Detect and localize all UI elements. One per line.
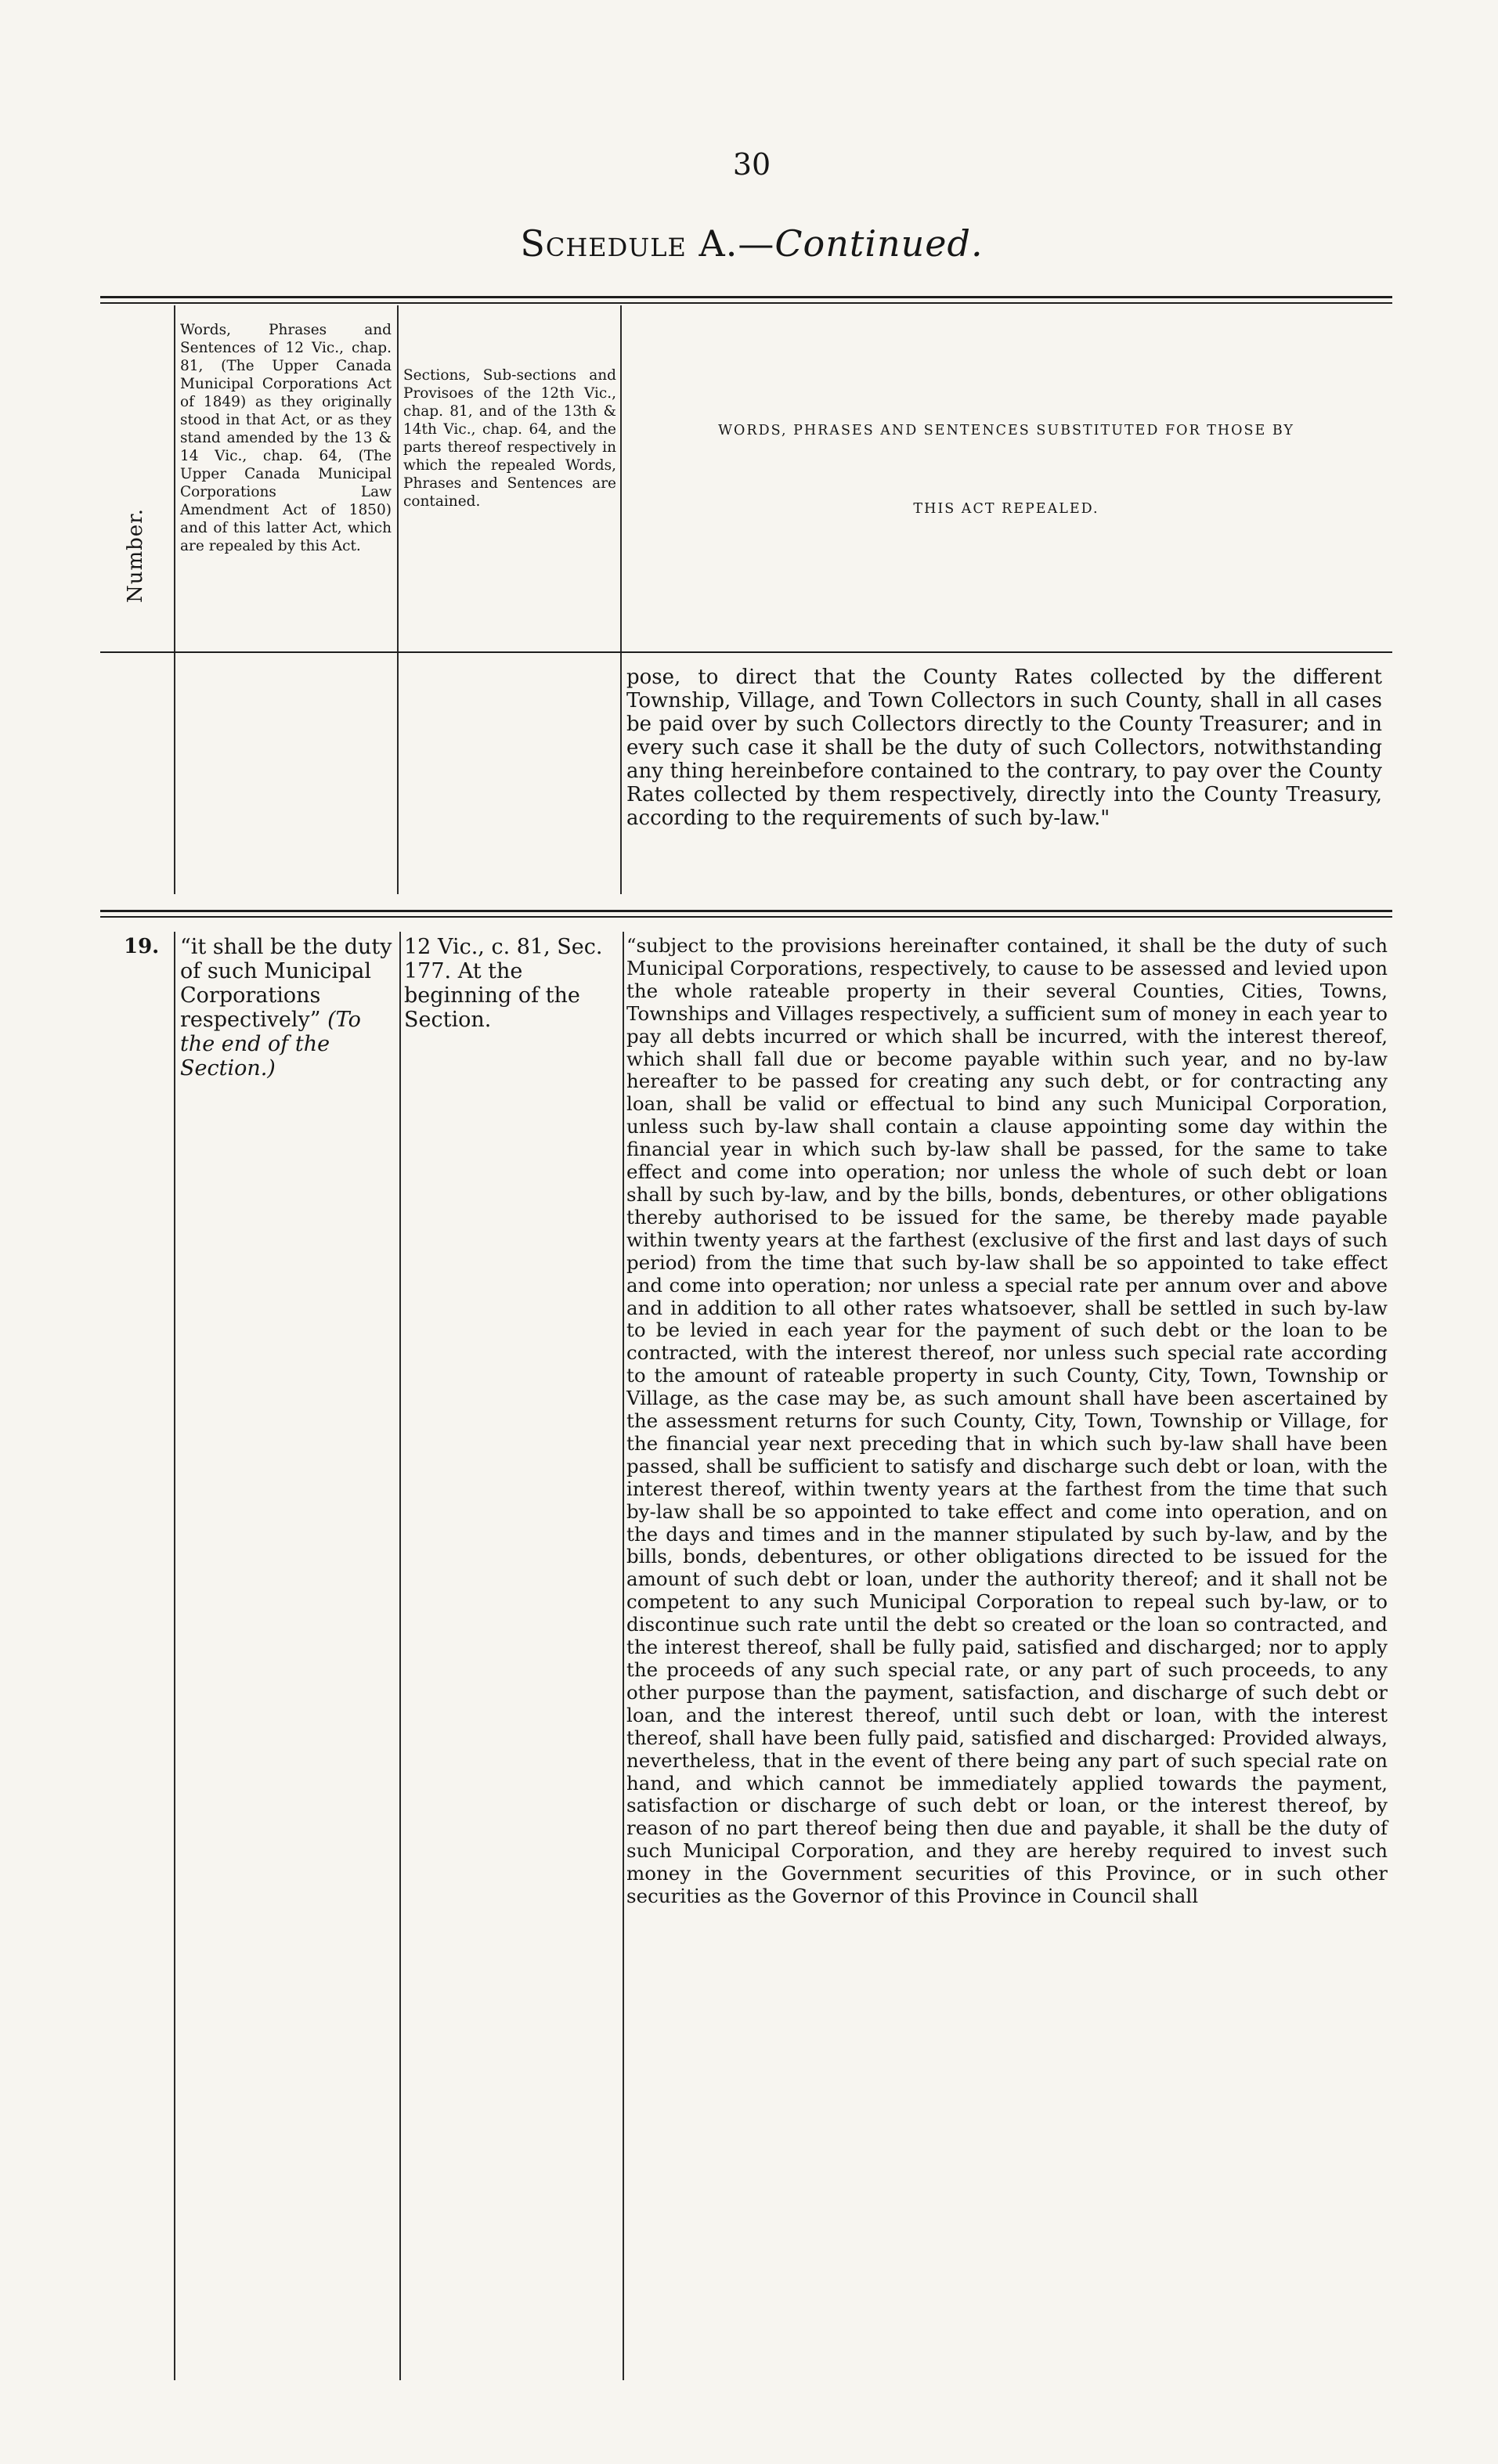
row19-repealed-note: (To the end of the Section.) xyxy=(180,1008,361,1080)
row19-section-ref: 12 Vic., c. 81, Sec. 177. At the beginning of the Section. xyxy=(404,935,603,1032)
row-separator-thin xyxy=(100,916,1392,918)
top-rule-thick xyxy=(100,296,1392,298)
schedule-title-letter: A.— xyxy=(686,222,775,265)
schedule-title-prefix: Schedule xyxy=(520,222,687,265)
header-sections: Sections, Sub-sections and Provisoes of the 12th Vic., chap. 81, and of the 13th & 14th Vic., chap. 64, and the parts thereof respectively in which the repealed Words, Phrases and Sentences are contained. xyxy=(403,367,616,510)
schedule-title-continued: Continued. xyxy=(774,222,984,265)
row19-substituted-text: “subject to the provisions hereinafter contained, it shall be the duty of such Municipal Corporations, respectively, to cause to be assessed and levied upon the whole rateable property in their several Counties, Cities, Towns, Townships and Villages respectively, a sufficient sum of money in each year to pay all debts incurred or which shall be incurred, with the interest thereof, which shall fall due or become payable within such year, and no by-law hereafter to be passed for creating any such debt, or for contracting any loan, shall be valid or effectual to bind any such Municipal Corporation, unless such by-law shall contain a clause appointing some day within the financial year in which such by-law shall be passed, for the same to take effect and come into operation; nor unless the whole of such debt or loan shall by such by-law, and by the bills, bonds, debentures, or other obligations thereby authorised to be issued for the same, be thereby made payable within twenty years at the farthest (exclusive of the first and last days of such period) from the time that such by-law shall be so appointed to take effect and come into operation; nor unless a special rate per annum over and above and in addition to all other rates whatsoever, shall be settled in such by-law to be levied in each year for the payment of such debt or the loan to be contracted, with the interest thereof, nor unless such special rate according to the amount of rateable property in such County, City, Town, Township or Village, as the case may be, as such amount shall have been ascertained by the assessment returns for such County, City, Town, Township or Village, for the financial year next preceding that in which such by-law shall have been passed, shall be sufficient to satisfy and discharge such debt or loan, with the interest thereof, within twenty years at the farthest from the time that such by-law shall be so appointed to take effect and come into operation, and on the days and times and in the manner stipulated by such by-law, and by the bills, bonds, debentures, or other obligations directed to be issued for the amount of such debt or loan, under the authority thereof; and it shall not be competent to any such Municipal Corporation to repeal such by-law, or to discontinue such rate until the debt so created or the loan so contracted, and the interest thereof, shall be fully paid, satisfied and discharged; nor to apply the proceeds of any such special rate, or any part of such proceeds, to any other purpose than the payment, satisfaction, and discharge of such debt or loan, and the interest thereof, until such debt or loan, with the interest thereof, shall have been fully paid, satisfied and discharged: Provided always, nevertheless, that in the event of there being any part of such special rate on hand, and which cannot be immediately applied towards the payment, satisfaction or discharge of such debt or loan, or the interest thereof, by reason of no part thereof being then due and payable, it shall be the duty of such Municipal Corporation, and they are hereby required to invest such money in the Government securities of this Province, or in such other securities as the Governor of this Province in Council shall xyxy=(626,934,1388,1908)
column-divider-2-row19 xyxy=(399,932,401,2380)
header-substituted-line2: THIS ACT REPEALED. xyxy=(913,501,1099,517)
row-separator-thick xyxy=(100,910,1392,912)
top-rule-thin xyxy=(100,302,1392,304)
header-number: Number. xyxy=(124,507,147,603)
page-number: 30 xyxy=(732,147,771,182)
header-substituted-line1: WORDS, PHRASES AND SENTENCES SUBSTITUTED FOR THOSE BY xyxy=(718,423,1294,438)
header-repealed-words: Words, Phrases and Sentences of 12 Vic., chap. 81, (The Upper Canada Municipal Corporations Act of 1849) as they originally stood in that Act, or as they stand amended by the 13 & 14 Vic., chap. 64, (The Upper Canada Municipal Corporations Law Amendment Act of 1850) and of this latter Act, which are repealed by this Act. xyxy=(180,322,392,554)
row19-repealed-words: “it shall be the duty of such Municipal Corporations respectively” xyxy=(180,935,392,1032)
schedule-title xyxy=(439,222,1065,265)
column-divider-1-row19 xyxy=(174,932,175,2380)
row19-repealed-cell xyxy=(180,935,393,1080)
column-divider-3-row19 xyxy=(623,932,624,2380)
column-divider-2 xyxy=(397,305,399,894)
column-divider-3 xyxy=(620,305,622,894)
column-divider-1 xyxy=(174,305,175,894)
row-number-19: 19. xyxy=(124,935,160,958)
header-bottom-rule xyxy=(100,651,1392,653)
continuation-text: pose, to direct that the County Rates collected by the different Township, Village, and Town Collectors in such County, shall in all cases be paid over by such Collectors directly to the County Treasurer; and in every such case it shall be the duty of such Collectors, notwithstanding any thing hereinbefore contained to the contrary, to pay over the County Rates collected by them respectively, directly into the County Treasury, according to the requirements of such by-law." xyxy=(626,666,1382,830)
